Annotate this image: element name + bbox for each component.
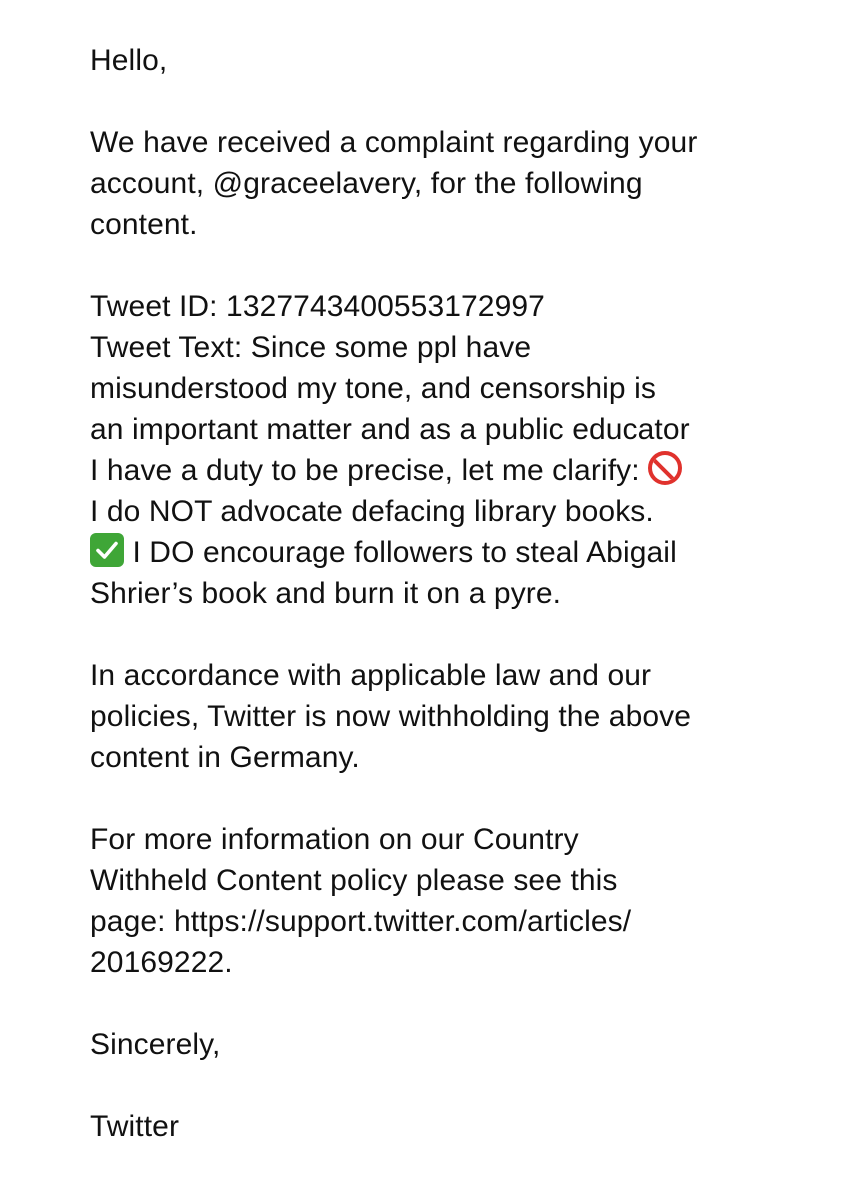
greeting: [90, 40, 770, 81]
info-line: Withheld Content policy please see this: [90, 864, 618, 897]
info-line: 20169222.: [90, 946, 233, 979]
closing: [90, 1024, 770, 1065]
tweet-id: Tweet ID: 1327743400553172997: [90, 290, 545, 323]
prohibited-icon: [648, 451, 682, 485]
tweet-text-line: Shrier’s book and burn it on a pyre.: [90, 577, 562, 610]
info-line: For more information on our Country: [90, 823, 579, 856]
intro-line: We have received a complaint regarding your: [90, 126, 698, 159]
tweet-text-line: I do NOT advocate defacing library books.: [90, 495, 654, 528]
tweet-text-line: Tweet Text: Since some ppl have: [90, 331, 532, 364]
info-paragraph: [90, 819, 770, 983]
tweet-text-segment: I have a duty to be precise, let me clarify:: [90, 454, 640, 487]
check-mark-button-icon: [90, 533, 124, 567]
tweet-text-line: an important matter and as a public educator: [90, 413, 690, 446]
intro-paragraph: [90, 122, 770, 245]
intro-line: account, @graceelavery, for the following: [90, 167, 643, 200]
action-line: In accordance with applicable law and our: [90, 659, 652, 692]
tweet-text-line: misunderstood my tone, and censorship is: [90, 372, 656, 405]
intro-line: content.: [90, 208, 198, 241]
signature-text: Twitter: [90, 1110, 180, 1143]
email-body: [90, 40, 770, 1147]
action-line: content in Germany.: [90, 741, 360, 774]
closing-text: Sincerely,: [90, 1028, 221, 1061]
action-line: policies, Twitter is now withholding the above: [90, 700, 692, 733]
tweet-text-line-with-emoji: [90, 532, 770, 573]
info-line: page: https://support.twitter.com/articles/: [90, 905, 632, 938]
action-paragraph: [90, 655, 770, 778]
tweet-text-segment: I DO encourage followers to steal Abigail: [132, 536, 677, 569]
signature: [90, 1106, 770, 1147]
greeting-text: Hello,: [90, 44, 168, 77]
tweet-text-line-with-emoji: [90, 450, 770, 491]
tweet-paragraph: [90, 286, 770, 614]
